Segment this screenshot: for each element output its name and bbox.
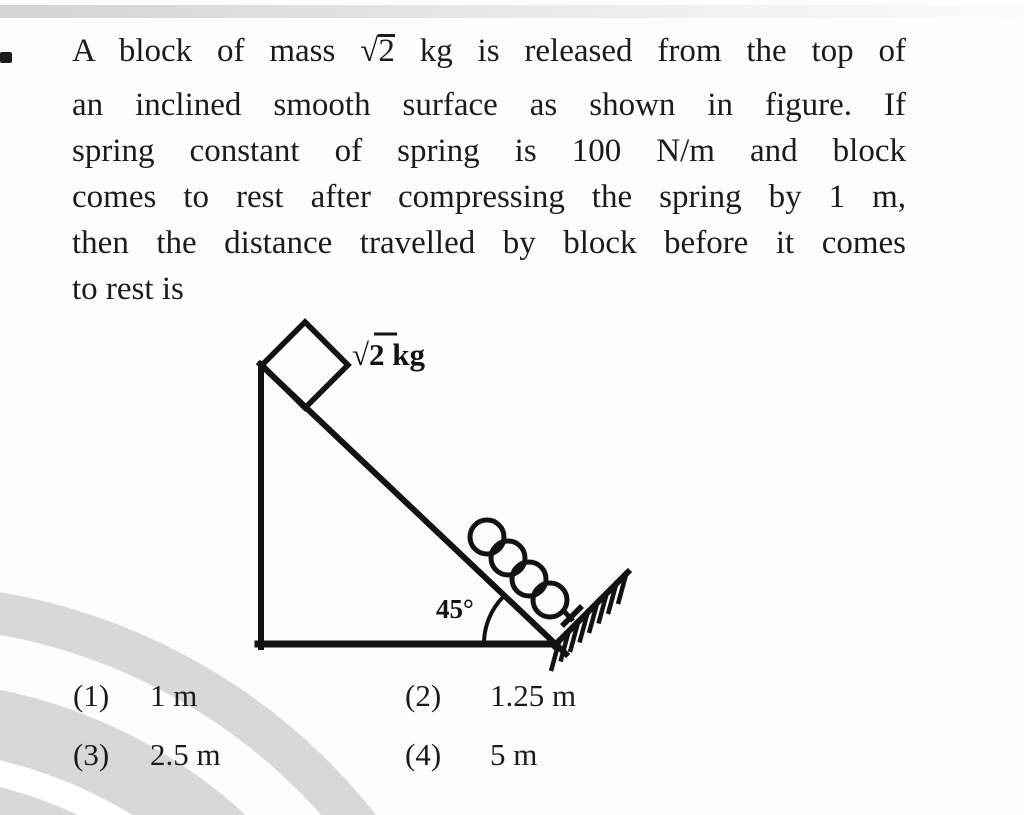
- radical-sign: √: [360, 33, 379, 69]
- block: [262, 322, 348, 408]
- question-line-4: comes to rest after compressing the spring by 1 m,: [72, 179, 906, 215]
- radicand: 2: [378, 33, 395, 69]
- option-number: (4): [405, 737, 442, 772]
- sqrt-expression: [360, 33, 395, 69]
- question-line-6: to rest is: [72, 271, 184, 307]
- option-value: 5 m: [490, 737, 538, 772]
- question-line-1: [72, 28, 906, 74]
- mass-label: √2 kg: [352, 337, 426, 372]
- angle-label: 45°: [436, 594, 474, 624]
- option-value: 2.5 m: [150, 737, 221, 772]
- question-line-3: spring constant of spring is 100 N/m and block: [72, 133, 906, 169]
- option-4: [405, 737, 537, 773]
- angle-arc: [484, 597, 503, 644]
- option-number: (1): [73, 678, 110, 713]
- spring-loop: [512, 562, 546, 596]
- line1-post: kg is released from the top of: [394, 33, 906, 69]
- option-number: (2): [405, 678, 442, 713]
- option-2: [405, 678, 576, 714]
- question-line-2: an inclined smooth surface as shown in figure. If: [72, 87, 906, 123]
- question-line-5: then the distance travelled by block before it comes: [72, 225, 906, 261]
- spring-loop: [470, 520, 504, 554]
- option-number: (3): [73, 737, 110, 772]
- wall-support: [551, 570, 630, 671]
- spring-coil: [470, 520, 582, 626]
- line1-pre: A block of mass: [72, 33, 361, 69]
- option-1: [73, 678, 197, 714]
- option-value: 1.25 m: [490, 678, 577, 713]
- spring-loop: [491, 541, 525, 575]
- option-value: 1 m: [150, 678, 198, 713]
- option-3: [73, 737, 221, 773]
